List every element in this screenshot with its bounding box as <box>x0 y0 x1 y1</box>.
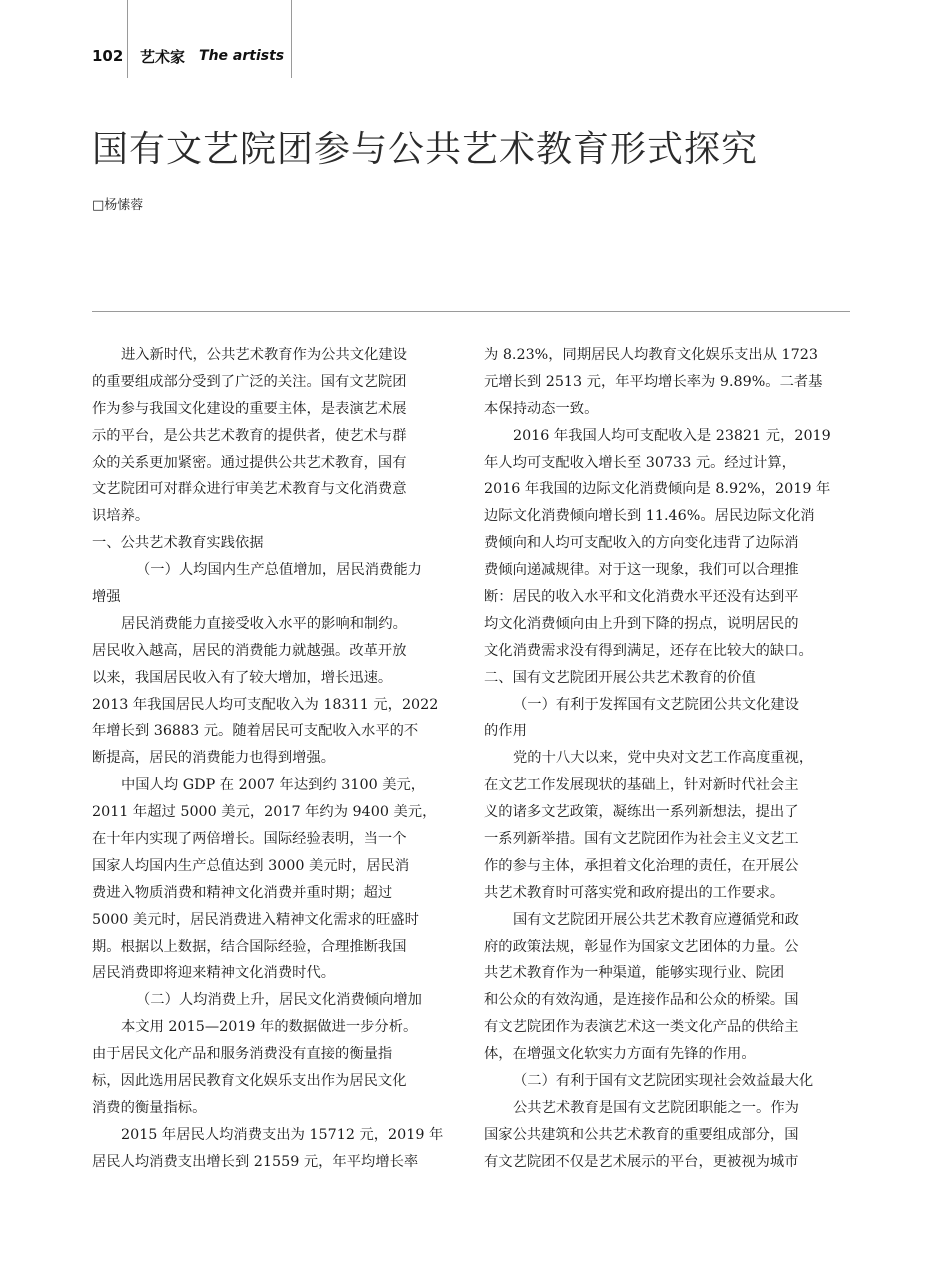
text-line: 消费的衡量指标。 <box>92 1099 207 1116</box>
text-line: 府的政策法规，彰显作为国家文艺团体的力量。公 <box>484 938 799 955</box>
text-line: 国家公共建筑和公共艺术教育的重要组成部分，国 <box>484 1126 799 1143</box>
text-line: 共艺术教育作为一种渠道，能够实现行业、院团 <box>484 965 785 982</box>
section-heading: 一、公共艺术教育实践依据 <box>92 535 264 552</box>
text-line: 居民人均消费支出增长到 21559 元，年平均增长率 <box>92 1153 419 1170</box>
author-byline: □杨愫蓉 <box>92 198 144 213</box>
text-line: 文艺院团可对群众进行审美艺术教育与文化消费意 <box>92 481 407 498</box>
text-line: 体，在增强文化软实力方面有先锋的作用。 <box>484 1046 756 1063</box>
text-line: 国有文艺院团开展公共艺术教育应遵循党和政 <box>513 911 799 928</box>
text-line: 由于居民文化产品和服务消费没有直接的衡量指 <box>92 1046 393 1063</box>
article-title: 国有文艺院团参与公共艺术教育形式探究 <box>92 129 759 170</box>
text-line: 在十年内实现了两倍增长。国际经验表明，当一个 <box>92 831 407 848</box>
text-line: 居民消费能力直接受收入水平的影响和制约。 <box>121 615 407 632</box>
text-line: 均文化消费倾向由上升到下降的拐点，说明居民的 <box>484 615 799 632</box>
header-divider-right <box>291 0 292 78</box>
text-line: 年增长到 36883 元。随着居民可支配收入水平的不 <box>92 723 419 740</box>
text-line: 和公众的有效沟通，是连接作品和公众的桥梁。国 <box>484 992 799 1009</box>
text-line: 作为参与我国文化建设的重要主体，是表演艺术展 <box>92 400 407 417</box>
text-line: 费倾向和人均可支配收入的方向变化违背了边际消 <box>484 535 799 552</box>
text-line: 2011 年超过 5000 美元，2017 年约为 9400 美元， <box>92 804 437 821</box>
text-line: 进入新时代，公共艺术教育作为公共文化建设 <box>121 347 407 363</box>
text-line: 标，因此选用居民教育文化娱乐支出作为居民文化 <box>92 1073 407 1090</box>
text-line: 边际文化消费倾向增长到 11.46%。居民边际文化消 <box>484 508 815 525</box>
running-header <box>92 44 284 68</box>
right-column <box>484 342 850 1176</box>
page-number: 102 <box>92 47 124 65</box>
text-line: 费进入物质消费和精神文化消费并重时期；超过 <box>92 884 393 901</box>
subsection-heading: （一）人均国内生产总值增加，居民消费能力 <box>136 562 422 579</box>
text-line: 居民收入越高，居民的消费能力就越强。改革开放 <box>92 642 407 659</box>
text-line: 文化消费需求没有得到满足，还存在比较大的缺口。 <box>484 642 813 659</box>
text-line: 有文艺院团不仅是艺术展示的平台，更被视为城市 <box>484 1153 799 1170</box>
text-line: 居民消费即将迎来精神文化消费时代。 <box>92 965 336 982</box>
left-column <box>92 342 458 1176</box>
text-line: 中国人均 GDP 在 2007 年达到约 3100 美元， <box>121 777 426 794</box>
text-line: 2016 年我国人均可支配收入是 23821 元，2019 <box>513 427 831 444</box>
text-line: 在文艺工作发展现状的基础上，针对新时代社会主 <box>484 777 799 794</box>
text-line: 共艺术教育时可落实党和政府提出的工作要求。 <box>484 884 785 901</box>
subsection-heading: 增强 <box>92 589 121 606</box>
text-line: 2013 年我国居民人均可支配收入为 18311 元，2022 <box>92 696 439 713</box>
text-line: 为 8.23%，同期居民人均教育文化娱乐支出从 1723 <box>484 347 818 363</box>
text-line: 以来，我国居民收入有了较大增加，增长迅速。 <box>92 669 393 686</box>
text-line: 有文艺院团作为表演艺术这一类文化产品的供给主 <box>484 1019 799 1036</box>
text-line: 期。根据以上数据，结合国际经验，合理推断我国 <box>92 938 407 955</box>
text-line: 2016 年我国的边际文化消费倾向是 8.92%，2019 年 <box>484 481 831 498</box>
text-line: 的重要组成部分受到了广泛的关注。国有文艺院团 <box>92 373 407 390</box>
title-divider <box>92 311 850 312</box>
text-line: 作的参与主体，承担着文化治理的责任，在开展公 <box>484 857 799 874</box>
text-line: 党的十八大以来，党中央对文艺工作高度重视， <box>513 750 814 767</box>
text-line: 公共艺术教育是国有文艺院团职能之一。作为 <box>513 1099 799 1116</box>
text-line: 费倾向递减规律。对于这一现象，我们可以合理推 <box>484 562 799 579</box>
subsection-heading: （二）有利于国有文艺院团实现社会效益最大化 <box>513 1073 814 1090</box>
text-line: 众的关系更加紧密。通过提供公共艺术教育，国有 <box>92 454 407 471</box>
subsection-heading: 的作用 <box>484 723 527 740</box>
text-line: 示的平台，是公共艺术教育的提供者，使艺术与群 <box>92 427 407 444</box>
journal-name-cn: 艺术家 <box>140 47 186 66</box>
text-line: 一系列新举措。国有文艺院团作为社会主义文艺工 <box>484 831 799 848</box>
text-line: 义的诸多文艺政策，凝练出一系列新想法，提出了 <box>484 804 799 821</box>
subsection-heading: （二）人均消费上升，居民文化消费倾向增加 <box>136 992 422 1009</box>
text-line: 本文用 2015—2019 年的数据做进一步分析。 <box>121 1019 418 1036</box>
text-line: 2015 年居民人均消费支出为 15712 元，2019 年 <box>121 1126 444 1143</box>
text-line: 5000 美元时，居民消费进入精神文化需求的旺盛时 <box>92 911 419 928</box>
text-line: 识培养。 <box>92 508 150 525</box>
journal-name-en: The artists <box>199 48 285 64</box>
text-line: 元增长到 2513 元，年平均增长率为 9.89%。二者基 <box>484 373 823 390</box>
text-line: 本保持动态一致。 <box>484 400 599 417</box>
text-line: 断：居民的收入水平和文化消费水平还没有达到平 <box>484 589 799 606</box>
text-line: 国家人均国内生产总值达到 3000 美元时，居民消 <box>92 857 410 874</box>
text-line: 断提高，居民的消费能力也得到增强。 <box>92 750 336 767</box>
subsection-heading: （一）有利于发挥国有文艺院团公共文化建设 <box>513 696 799 713</box>
text-line: 年人均可支配收入增长至 30733 元。经过计算， <box>484 454 796 471</box>
section-heading: 二、国有文艺院团开展公共艺术教育的价值 <box>484 669 756 686</box>
